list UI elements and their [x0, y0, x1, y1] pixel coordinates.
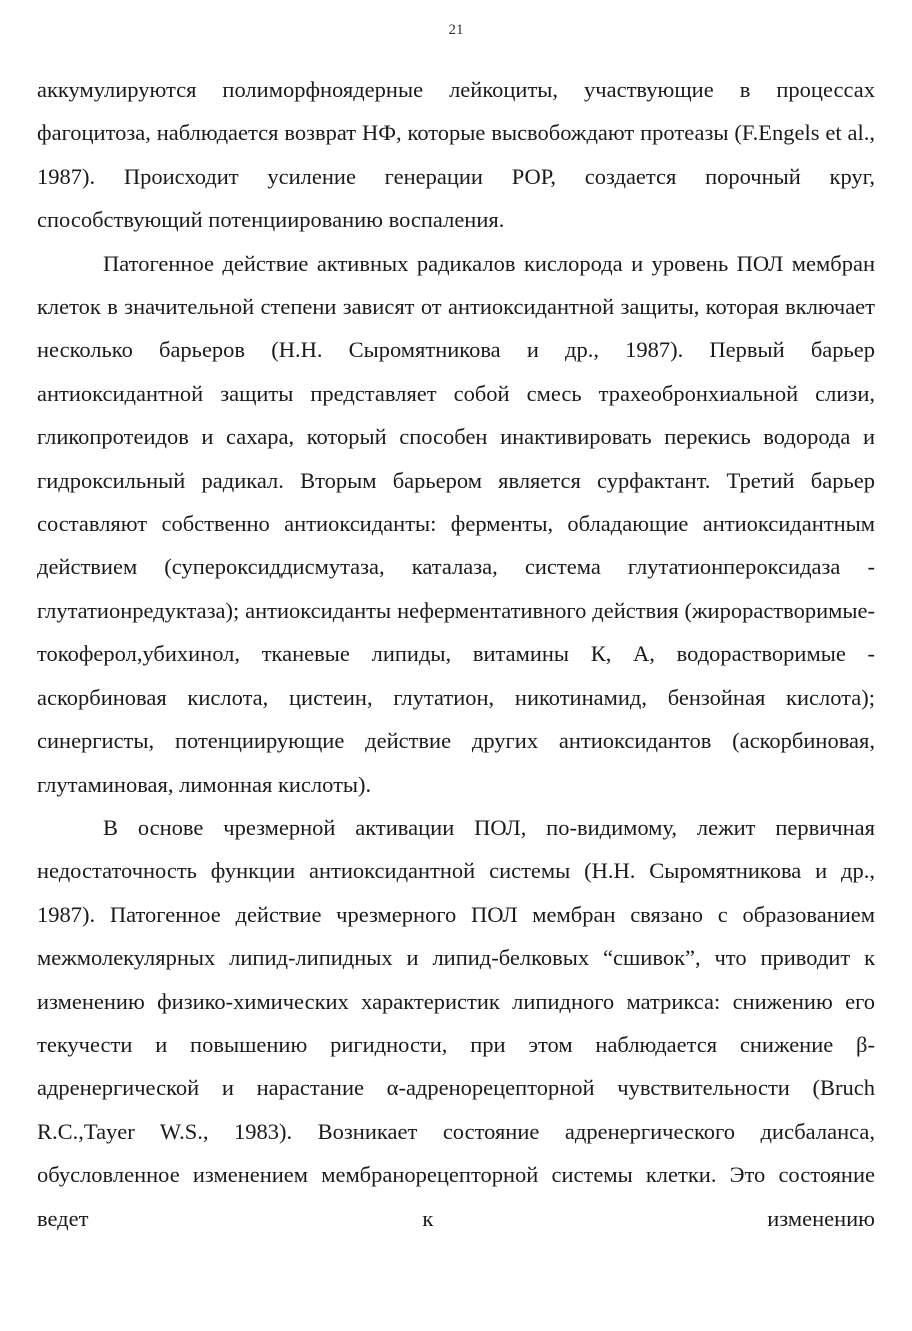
paragraph-2: Патогенное действие активных радикалов кислорода и уровень ПОЛ мембран клеток в значительной степени зависят от антиоксидантной защиты, которая включает несколько барьеров (Н.Н. Сыромятникова и др., 1987). Первый барьер антиоксидантной защиты представляет собой смесь трахеобронхиальной слизи, гликопротеидов и сахара, который способен инактивировать перекись водорода и гидроксильный радикал. Вторым барьером является сурфактант. Третий барьер составляют собственно антиоксиданты: ферменты, обладающие антиоксидантным действием (супероксиддисмутаза, каталаза, система глутатионпероксидаза - глутатионредуктаза); антиоксиданты неферментативного действия (жирорастворимые-токоферол,убихинол, тканевые липиды, витамины К, А, водорастворимые - аскорбиновая кислота, цистеин, глутатион, никотинамид, бензойная кислота); синергисты, потенциирующие действие других антиоксидантов (аскорбиновая, глутаминовая, лимонная кислоты).	[37, 250, 875, 797]
paragraph-3: В основе чрезмерной активации ПОЛ, по-видимому, лежит первичная недостаточность функции антиоксидантной системы (Н.Н. Сыромятникова и др., 1987). Патогенное действие чрезмерного ПОЛ мембран связано с образованием межмолекулярных липид-липидных и липид-белковых “сшивок”, что приводит к изменению физико-химических характеристик липидного матрикса: снижению его текучести и повышению ригидности, при этом наблюдается снижение β-адренергической и нарастание α-адренорецепторной чувствительности (Bruch R.C.,Tayer W.S., 1983). Возникает состояние адренергического дисбаланса, обусловленное изменением мембранорецепторной системы клетки. Это состояние ведет к изменению	[37, 814, 875, 1231]
paragraph-1: аккумулируются полиморфноядерные лейкоциты, участвующие в процессах фагоцитоза, наблюдается возврат НФ, которые высвобождают протеазы (F.Engels et al., 1987). Происходит усиление генерации РОР, создается порочный круг, способствующий потенциированию воспаления.	[37, 77, 875, 233]
body-text	[37, 68, 875, 1240]
page-number: 21	[448, 22, 464, 38]
